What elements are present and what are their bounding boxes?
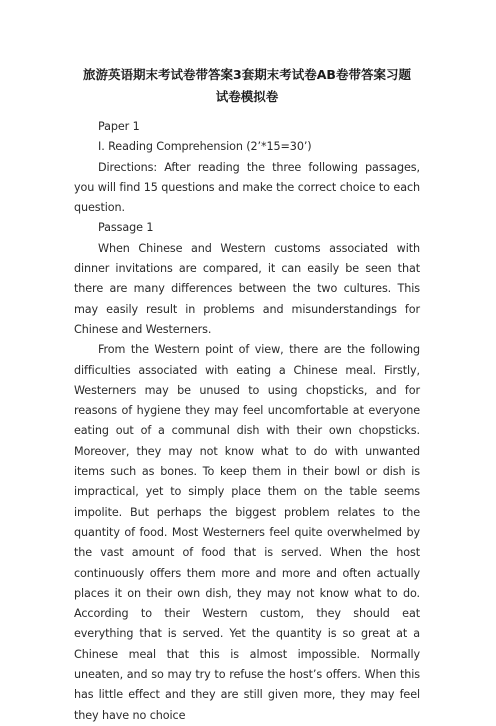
passage-paragraph-2: From the Western point of view, there are the following difficulties associated with eating a Chinese meal. Firstly, Westerners may be unused to using chopsticks, and for reasons of hygiene they may feel uncomfortable at everyone eating out of a communal dish with their own chopsticks. Moreover, they may not know what to do with unwanted items such as bones. To keep them in their bowl or dish is impractical, yet to simply place them on the table seems impolite. But perhaps the biggest problem relates to the quantity of food. Most Westerners feel quite overwhelmed by the vast amount of food that is served. When the host continuously offers them more and more and often actually places it on their own dish, they may not know what to do. According to their Western custom, they should eat everything that is served. Yet the quantity is so great at a Chinese meal that this is almost impossible. Normally uneaten, and so may try to refuse the host’s offers. When this has little effect and they are still given more, they may feel they have no choice <box>74 343 420 722</box>
title-line-1: 旅游英语期末考试卷带答案3套期末考试卷AB卷带答案习题 <box>83 67 411 82</box>
passage-label: Passage 1 <box>98 221 154 235</box>
passage-paragraph-1: When Chinese and Western customs associated with dinner invitations are compared, it can easily be seen that there are many differences between the two cultures. This may easily result in problems and misunderstandings for Chinese and Westerners. <box>74 241 420 336</box>
directions-paragraph: Directions: After reading the three following passages, you will find 15 questions and make the correct choice to each question. <box>74 160 420 215</box>
title-line-2: 试卷模拟卷 <box>215 89 279 104</box>
paper-label: Paper 1 <box>98 120 140 133</box>
section-heading: I. Reading Comprehension (2’*15=30’) <box>98 140 312 154</box>
document-title <box>74 64 420 108</box>
